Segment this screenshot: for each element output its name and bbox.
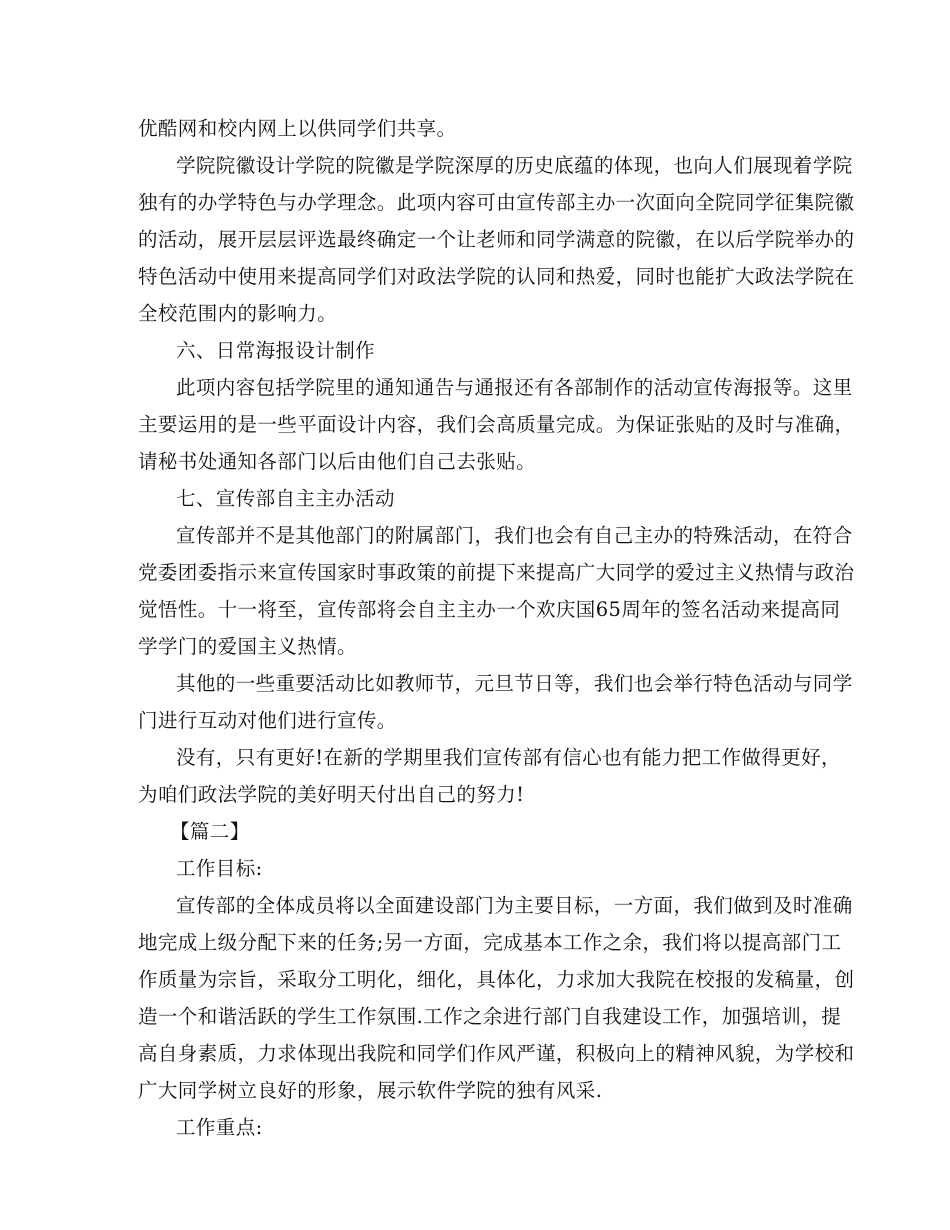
self-activity-paragraph-line-4: 学学门的爱国主义热情。 <box>138 635 357 658</box>
self-activity-paragraph-line-2: 党委团委指示来宣传国家时事政策的前提下来提高广大同学的爱过主义热情与政治 <box>138 561 855 584</box>
poster-paragraph-line-1: 此项内容包括学院里的通知通告与通报还有各部制作的活动宣传海报等。这里 <box>176 376 853 399</box>
heading-seven: 七、宣传部自主主办活动 <box>176 487 395 510</box>
work-goal-paragraph-line-5: 高自身素质，力求体现出我院和同学们作风严谨，积极向上的精神风貌，为学校和 <box>138 1042 855 1065</box>
work-goal-paragraph-line-1: 宣传部的全体成员将以全面建设部门为主要目标，一方面，我们做到及时准确 <box>176 894 853 917</box>
heading-six: 六、日常海报设计制作 <box>176 339 376 362</box>
emblem-paragraph-line-2: 独有的办学特色与办学理念。此项内容可由宣传部主办一次面向全院同学征集院徽 <box>138 191 855 214</box>
poster-paragraph-line-2: 主要运用的是一些平面设计内容，我们会高质量完成。为保证张贴的及时与准确， <box>138 413 855 436</box>
emblem-paragraph-line-3: 的活动，展开层层评选最终确定一个让老师和同学满意的院徽，在以后学院举办的 <box>138 228 855 251</box>
closing-paragraph-line-2: 为咱们政法学院的美好明天付出自己的努力! <box>138 783 525 806</box>
emblem-paragraph-line-4: 特色活动中使用来提高同学们对政法学院的认同和热爱，同时也能扩大政法学院在 <box>138 265 855 288</box>
poster-paragraph-line-3: 请秘书处通知各部门以后由他们自己去张贴。 <box>138 450 537 473</box>
other-activities-paragraph-line-1: 其他的一些重要活动比如教师节，元旦节日等，我们也会举行特色活动与同学 <box>176 672 853 695</box>
work-goal-paragraph-line-3: 作质量为宗旨，采取分工明化，细化，具体化，力求加大我院在校报的发稿量，创 <box>138 968 855 991</box>
other-activities-paragraph-line-2: 门进行互动对他们进行宣传。 <box>138 709 397 732</box>
self-activity-paragraph-line-1: 宣传部并不是其他部门的附属部门，我们也会有自己主办的特殊活动，在符合 <box>176 524 853 547</box>
emblem-paragraph-line-5: 全校范围内的影响力。 <box>138 302 338 325</box>
emblem-paragraph-line-1: 学院院徽设计学院的院徽是学院深厚的历史底蕴的体现，也向人们展现着学院 <box>176 154 853 177</box>
closing-paragraph-line-1: 没有，只有更好!在新的学期里我们宣传部有信心也有能力把工作做得更好， <box>176 746 841 769</box>
section-two-label: 【篇二】 <box>170 820 250 843</box>
work-goal-paragraph-line-2: 地完成上级分配下来的任务;另一方面，完成基本工作之余，我们将以提高部门工 <box>138 931 842 954</box>
intro-paragraph-tail-line-1: 优酷网和校内网上以供同学们共享。 <box>138 117 457 140</box>
work-goal-paragraph-line-6: 广大同学树立良好的形象，展示软件学院的独有风采. <box>138 1079 603 1102</box>
work-goal-label: 工作目标: <box>176 857 263 880</box>
self-activity-paragraph-line-3: 觉悟性。十一将至，宣传部将会自主主办一个欢庆国65周年的签名活动来提高同 <box>138 598 841 621</box>
work-goal-paragraph-line-4: 造一个和谐活跃的学生工作氛围.工作之余进行部门自我建设工作，加强培训，提 <box>138 1005 842 1028</box>
work-focus-label: 工作重点: <box>176 1116 263 1139</box>
